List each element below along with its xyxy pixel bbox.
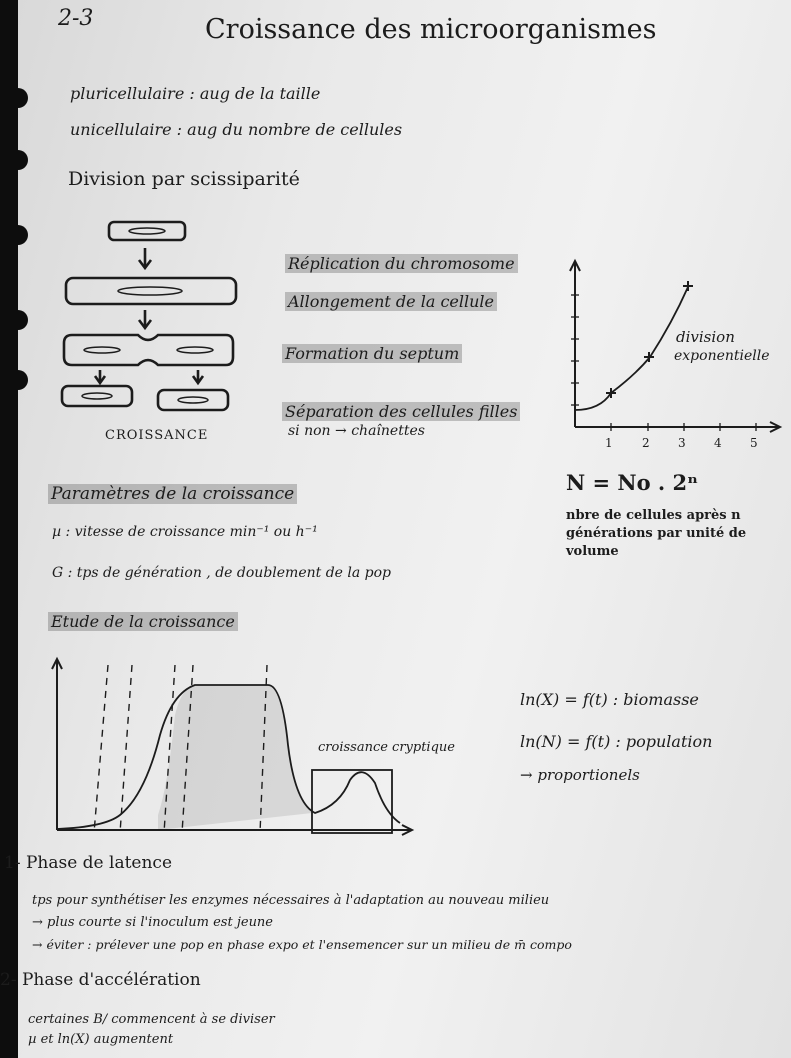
step-septum: Formation du septum [282,344,462,363]
intro-line-1: pluricellulaire : aug de la taille [70,84,321,103]
cryptic-growth-label: croissance cryptique [318,740,455,755]
page-title: Croissance des microorganismes [205,14,657,45]
ln-population: ln(N) = f(t) : population [520,732,713,751]
section-number: 2-3 [58,6,94,31]
phase2-line-1: certaines B/ commencent à se diviser [28,1012,275,1027]
chainettes-note: si non → chaînettes [288,423,425,439]
intro-line-2: unicellulaire : aug du nombre de cellules [70,120,403,139]
proportional-note: → proportionels [520,766,640,784]
growth-formula: N = No . 2ⁿ [566,470,699,495]
x-tick: 2 [642,436,650,450]
formula-desc-1: nbre de cellules après n [566,508,741,523]
param-g: G : tps de génération , de doublement de la pop [52,565,392,581]
phase2-heading: 2- Phase d'accélération [0,970,201,990]
expo-label-1: division [676,328,735,346]
x-tick: 3 [678,436,686,450]
division-heading: Division par scissiparité [68,168,300,190]
step-separation: Séparation des cellules filles [282,402,520,421]
phase2-line-2: µ et ln(X) augmentent [28,1032,174,1047]
phase1-heading: 1- Phase de latence [4,853,173,873]
phase1-line-2: → plus courte si l'inoculum est jeune [32,915,274,930]
step-replication: Réplication du chromosome [285,254,518,273]
params-heading: Paramètres de la croissance [48,484,297,504]
param-mu: µ : vitesse de croissance min⁻¹ ou h⁻¹ [52,524,318,540]
etude-heading: Etude de la croissance [48,612,238,631]
expo-label-2: exponentielle [674,348,770,364]
x-tick: 5 [750,436,758,450]
phase1-line-1: tps pour synthétiser les enzymes nécessaires à l'adaptation au nouveau milieu [32,893,550,908]
formula-desc-3: volume [566,544,619,559]
x-tick: 4 [714,436,722,450]
growth-curve-graph [50,655,420,855]
formula-desc-2: générations par unité de [566,526,747,541]
phase1-line-3: → éviter : prélever une pop en phase expo et l'ensemencer sur un milieu de m̄ compo [32,937,572,952]
step-allongement: Allongement de la cellule [285,292,497,311]
ln-biomasse: ln(X) = f(t) : biomasse [520,690,699,709]
x-tick: 1 [605,436,613,450]
croissance-label: CROISSANCE [105,428,209,443]
